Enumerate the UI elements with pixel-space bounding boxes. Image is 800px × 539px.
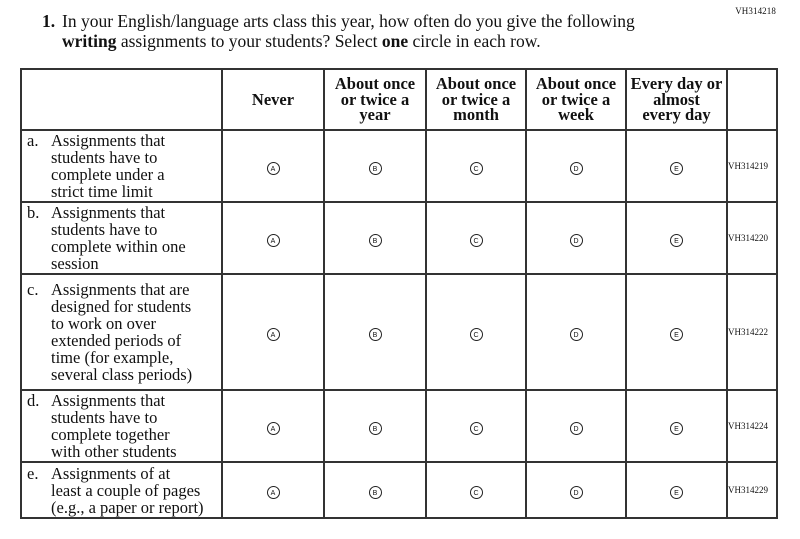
row-text-line: complete under a bbox=[51, 165, 165, 184]
row-text-line: (e.g., a paper or report) bbox=[51, 497, 204, 517]
response-cell bbox=[426, 274, 526, 390]
header-label-line: year bbox=[359, 105, 391, 125]
table-row bbox=[21, 390, 777, 462]
question-code: VH314218 bbox=[735, 6, 776, 16]
response-cell bbox=[526, 462, 626, 518]
header-label-line: almost bbox=[653, 89, 700, 109]
header-col-2 bbox=[426, 69, 526, 130]
response-bubble-e[interactable]: E bbox=[670, 486, 683, 499]
header-label-line: week bbox=[558, 105, 594, 125]
response-cell bbox=[526, 274, 626, 390]
header-label-line: or twice a bbox=[541, 89, 611, 109]
response-cell bbox=[222, 202, 324, 274]
row-text-line: students have to bbox=[51, 408, 158, 427]
row-text-line: students have to bbox=[51, 148, 158, 167]
header-col-4 bbox=[626, 69, 727, 130]
response-bubble-e[interactable]: E bbox=[670, 162, 683, 175]
table-row bbox=[21, 202, 777, 274]
response-bubble-d[interactable]: D bbox=[570, 162, 583, 175]
response-cell bbox=[324, 202, 426, 274]
row-text-line: Assignments that bbox=[51, 131, 166, 150]
row-item-code: VH314220 bbox=[727, 202, 777, 274]
question-emphasis-one: one bbox=[381, 31, 409, 51]
header-label-line: or twice a bbox=[340, 89, 410, 109]
question-number: 1. bbox=[42, 11, 56, 31]
table-row bbox=[21, 462, 777, 518]
response-cell bbox=[626, 390, 727, 462]
response-cell bbox=[324, 390, 426, 462]
response-bubble-a[interactable]: A bbox=[267, 486, 280, 499]
response-cell bbox=[526, 202, 626, 274]
row-text-line: with other students bbox=[51, 442, 177, 461]
question-line-1: In your English/language arts class this year, how often do you give the following bbox=[62, 11, 635, 31]
header-label-line: or twice a bbox=[441, 89, 511, 109]
row-letter: e. bbox=[27, 463, 39, 483]
response-bubble-b[interactable]: B bbox=[369, 234, 382, 247]
response-cell bbox=[426, 462, 526, 518]
response-cell bbox=[526, 390, 626, 462]
response-cell bbox=[324, 274, 426, 390]
header-label-line: month bbox=[453, 105, 499, 125]
response-cell bbox=[222, 274, 324, 390]
row-text-line: Assignments that bbox=[51, 203, 166, 222]
response-bubble-a[interactable]: A bbox=[267, 234, 280, 247]
row-text-line: strict time limit bbox=[51, 182, 153, 201]
table-row bbox=[21, 130, 777, 202]
response-bubble-e[interactable]: E bbox=[670, 234, 683, 247]
response-cell bbox=[426, 390, 526, 462]
row-text-line: complete together bbox=[51, 425, 170, 444]
header-col-3 bbox=[526, 69, 626, 130]
row-text-line: session bbox=[51, 254, 99, 273]
response-bubble-b[interactable]: B bbox=[369, 486, 382, 499]
question-line-2b: circle in each row. bbox=[408, 31, 541, 51]
row-text-line: extended periods of bbox=[51, 331, 182, 350]
response-bubble-b[interactable]: B bbox=[369, 422, 382, 435]
table-row bbox=[21, 274, 777, 390]
header-label-line: every day bbox=[642, 105, 711, 125]
response-cell bbox=[222, 390, 324, 462]
row-text-line: time (for example, bbox=[51, 348, 174, 367]
response-cell bbox=[626, 274, 727, 390]
header-label-line: About once bbox=[334, 74, 416, 94]
row-text-line: Assignments that bbox=[51, 391, 166, 410]
header-col-0 bbox=[222, 69, 324, 130]
response-cell bbox=[526, 130, 626, 202]
header-label-line: About once bbox=[535, 74, 617, 94]
response-cell bbox=[626, 462, 727, 518]
response-bubble-d[interactable]: D bbox=[570, 422, 583, 435]
row-letter: c. bbox=[27, 280, 39, 299]
row-text-line: designed for students bbox=[51, 297, 192, 316]
row-item-code: VH314224 bbox=[727, 390, 777, 462]
response-bubble-c[interactable]: C bbox=[470, 422, 483, 435]
header-col-1 bbox=[324, 69, 426, 130]
response-bubble-a[interactable]: A bbox=[267, 328, 280, 341]
row-item-code: VH314222 bbox=[727, 274, 777, 390]
response-bubble-b[interactable]: B bbox=[369, 328, 382, 341]
response-bubble-c[interactable]: C bbox=[470, 486, 483, 499]
header-label-line: About once bbox=[435, 74, 517, 94]
row-item-label bbox=[21, 202, 222, 274]
response-bubble-e[interactable]: E bbox=[670, 422, 683, 435]
question-line-2a: assignments to your students? Select bbox=[116, 31, 382, 51]
header-code-blank bbox=[727, 69, 777, 130]
row-text-line: least a couple of pages bbox=[51, 480, 201, 500]
response-bubble-b[interactable]: B bbox=[369, 162, 382, 175]
response-bubble-c[interactable]: C bbox=[470, 162, 483, 175]
response-bubble-d[interactable]: D bbox=[570, 328, 583, 341]
row-item-label bbox=[21, 390, 222, 462]
response-cell bbox=[324, 130, 426, 202]
row-text-line: to work on over bbox=[51, 314, 156, 333]
response-bubble-a[interactable]: A bbox=[267, 162, 280, 175]
question-text bbox=[42, 11, 722, 51]
response-bubble-c[interactable]: C bbox=[470, 328, 483, 341]
response-grid bbox=[20, 68, 778, 519]
response-bubble-d[interactable]: D bbox=[570, 486, 583, 499]
response-bubble-c[interactable]: C bbox=[470, 234, 483, 247]
header-label-line: Never bbox=[251, 89, 295, 109]
header-blank bbox=[21, 69, 222, 130]
response-cell bbox=[222, 462, 324, 518]
row-letter: a. bbox=[27, 131, 39, 150]
row-text-line: several class periods) bbox=[51, 365, 193, 384]
row-text-line: Assignments of at bbox=[51, 463, 171, 483]
row-text-line: complete within one bbox=[51, 237, 186, 256]
header-label-line: Every day or bbox=[630, 74, 723, 94]
row-item-code: VH314229 bbox=[727, 462, 777, 518]
response-bubble-d[interactable]: D bbox=[570, 234, 583, 247]
response-cell bbox=[324, 462, 426, 518]
response-bubble-a[interactable]: A bbox=[267, 422, 280, 435]
row-text-line: students have to bbox=[51, 220, 158, 239]
row-letter: d. bbox=[27, 391, 40, 410]
response-cell bbox=[426, 202, 526, 274]
response-cell bbox=[426, 130, 526, 202]
row-letter: b. bbox=[27, 203, 40, 222]
header-row bbox=[21, 69, 777, 130]
response-cell bbox=[626, 202, 727, 274]
row-item-label bbox=[21, 462, 222, 518]
row-item-label bbox=[21, 274, 222, 390]
response-cell bbox=[222, 130, 324, 202]
row-item-label bbox=[21, 130, 222, 202]
response-bubble-e[interactable]: E bbox=[670, 328, 683, 341]
response-cell bbox=[626, 130, 727, 202]
row-text-line: Assignments that are bbox=[51, 280, 190, 299]
row-item-code: VH314219 bbox=[727, 130, 777, 202]
question-emphasis-writing: writing bbox=[62, 31, 117, 51]
